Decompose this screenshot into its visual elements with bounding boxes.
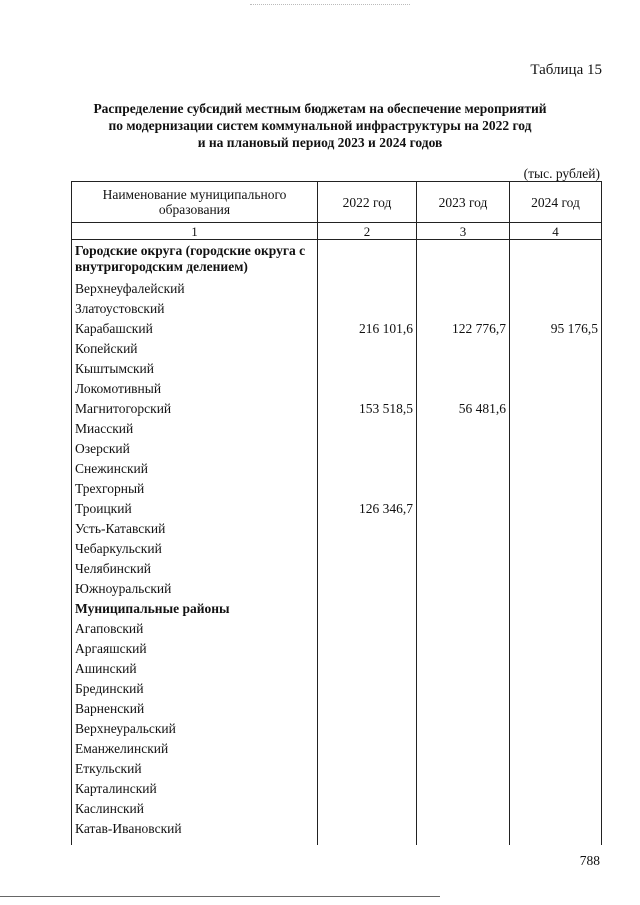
value-2023-cell [417, 379, 510, 399]
municipality-cell: Кыштымский [72, 359, 318, 379]
value-2024-cell [510, 359, 602, 379]
table-row [72, 579, 602, 599]
document-title [60, 100, 580, 151]
value-2024-cell [510, 299, 602, 319]
title-line: Распределение субсидий местным бюджетам на обеспечение мероприятий [93, 101, 547, 116]
municipality-cell: Аргаяшский [72, 639, 318, 659]
table-row [72, 359, 602, 379]
table-row [72, 699, 602, 719]
value-2022-cell [318, 539, 417, 559]
table-row [72, 739, 602, 759]
value-2023-cell [417, 739, 510, 759]
table-row [72, 619, 602, 639]
value-2023-cell [417, 579, 510, 599]
table-row [72, 279, 602, 299]
municipality-cell: Усть-Катавский [72, 519, 318, 539]
value-2022-cell [318, 779, 417, 799]
value-2024-cell [510, 399, 602, 419]
value-2024-cell [510, 739, 602, 759]
municipality-cell: Верхнеуфалейский [72, 279, 318, 299]
title-line: и на плановый период 2023 и 2024 годов [197, 135, 443, 150]
value-2023-cell: 56 481,6 [417, 399, 510, 419]
value-2023-cell [417, 499, 510, 519]
table-row [72, 339, 602, 359]
value-2022-cell [318, 439, 417, 459]
value-2022-cell [318, 559, 417, 579]
municipality-cell: Агаповский [72, 619, 318, 639]
value-2024-cell [510, 519, 602, 539]
table-row [72, 319, 602, 339]
municipality-cell: Снежинский [72, 459, 318, 479]
municipality-cell: Варненский [72, 699, 318, 719]
municipality-cell: Катав-Ивановский [72, 819, 318, 845]
municipality-cell: Озерский [72, 439, 318, 459]
value-2023-cell [417, 819, 510, 845]
table-row [72, 659, 602, 679]
table-row [72, 539, 602, 559]
value-2022-cell [318, 279, 417, 299]
table-row [72, 559, 602, 579]
value-2023-cell [417, 659, 510, 679]
column-number: 4 [510, 223, 602, 240]
table-label: Таблица 15 [530, 62, 602, 78]
table-row [72, 499, 602, 519]
value-2024-cell [510, 439, 602, 459]
table-row [72, 439, 602, 459]
table-row [72, 819, 602, 845]
value-2023-cell: 122 776,7 [417, 319, 510, 339]
municipality-cell: Миасский [72, 419, 318, 439]
value-2023-cell [417, 779, 510, 799]
municipality-cell: Ашинский [72, 659, 318, 679]
value-2022-cell [318, 699, 417, 719]
value-2024-cell [510, 240, 602, 280]
municipality-cell: Трехгорный [72, 479, 318, 499]
table-row [72, 779, 602, 799]
table-row [72, 399, 602, 419]
column-number: 1 [72, 223, 318, 240]
municipality-cell: Магнитогорский [72, 399, 318, 419]
header-2024: 2024 год [510, 182, 602, 223]
value-2022-cell [318, 599, 417, 619]
value-2022-cell [318, 299, 417, 319]
value-2023-cell [417, 339, 510, 359]
value-2024-cell [510, 339, 602, 359]
table-row [72, 799, 602, 819]
table-row [72, 719, 602, 739]
value-2024-cell: 95 176,5 [510, 319, 602, 339]
value-2024-cell [510, 699, 602, 719]
table-row [72, 519, 602, 539]
scan-artifact [250, 4, 410, 7]
units-note: (тыс. рублей) [523, 166, 600, 181]
column-number: 3 [417, 223, 510, 240]
value-2024-cell [510, 679, 602, 699]
value-2023-cell [417, 279, 510, 299]
value-2022-cell [318, 719, 417, 739]
value-2022-cell [318, 359, 417, 379]
municipality-cell: Каслинский [72, 799, 318, 819]
value-2023-cell [417, 240, 510, 280]
value-2023-cell [417, 419, 510, 439]
value-2023-cell [417, 599, 510, 619]
table-row [72, 379, 602, 399]
subsidy-table [71, 181, 602, 845]
value-2022-cell [318, 479, 417, 499]
value-2022-cell [318, 819, 417, 845]
header-2022: 2022 год [318, 182, 417, 223]
bottom-rule [0, 896, 440, 897]
value-2024-cell [510, 539, 602, 559]
value-2022-cell [318, 659, 417, 679]
value-2024-cell [510, 799, 602, 819]
value-2022-cell [318, 419, 417, 439]
municipality-cell: Городские округа (городские округа с внутригородским делением) [72, 240, 318, 280]
value-2023-cell [417, 679, 510, 699]
value-2023-cell [417, 699, 510, 719]
table-row [72, 679, 602, 699]
value-2022-cell [318, 339, 417, 359]
municipality-cell: Копейский [72, 339, 318, 359]
value-2023-cell [417, 359, 510, 379]
municipality-cell: Карабашский [72, 319, 318, 339]
value-2024-cell [510, 579, 602, 599]
municipality-cell: Карталинский [72, 779, 318, 799]
table-group-row [72, 240, 602, 280]
value-2023-cell [417, 519, 510, 539]
value-2023-cell [417, 539, 510, 559]
value-2022-cell: 126 346,7 [318, 499, 417, 519]
municipality-cell: Локомотивный [72, 379, 318, 399]
value-2024-cell [510, 599, 602, 619]
value-2024-cell [510, 619, 602, 639]
municipality-cell: Чебаркульский [72, 539, 318, 559]
value-2023-cell [417, 299, 510, 319]
value-2024-cell [510, 719, 602, 739]
page-number: 788 [579, 853, 600, 868]
value-2022-cell [318, 619, 417, 639]
table-row [72, 459, 602, 479]
value-2024-cell [510, 819, 602, 845]
value-2023-cell [417, 459, 510, 479]
value-2022-cell [318, 799, 417, 819]
value-2022-cell [318, 519, 417, 539]
value-2024-cell [510, 279, 602, 299]
value-2022-cell [318, 739, 417, 759]
table-group-row [72, 599, 602, 619]
column-number-row [72, 223, 602, 240]
value-2024-cell [510, 459, 602, 479]
value-2024-cell [510, 759, 602, 779]
municipality-cell: Муниципальные районы [72, 599, 318, 619]
value-2022-cell [318, 379, 417, 399]
table-body [72, 223, 602, 846]
value-2022-cell [318, 459, 417, 479]
header-2023: 2023 год [417, 182, 510, 223]
header-municipality: Наименование муниципального образования [72, 182, 318, 223]
value-2024-cell [510, 559, 602, 579]
value-2022-cell [318, 759, 417, 779]
table-row [72, 759, 602, 779]
value-2023-cell [417, 619, 510, 639]
value-2024-cell [510, 419, 602, 439]
value-2024-cell [510, 479, 602, 499]
table-row [72, 479, 602, 499]
municipality-cell: Златоустовский [72, 299, 318, 319]
value-2023-cell [417, 559, 510, 579]
value-2022-cell: 153 518,5 [318, 399, 417, 419]
value-2024-cell [510, 659, 602, 679]
value-2023-cell [417, 639, 510, 659]
value-2022-cell [318, 579, 417, 599]
municipality-cell: Челябинский [72, 559, 318, 579]
municipality-cell: Троицкий [72, 499, 318, 519]
value-2023-cell [417, 719, 510, 739]
value-2023-cell [417, 759, 510, 779]
title-line: по модернизации систем коммунальной инфраструктуры на 2022 год [108, 118, 532, 133]
value-2022-cell [318, 639, 417, 659]
value-2023-cell [417, 479, 510, 499]
municipality-cell: Брединский [72, 679, 318, 699]
column-number: 2 [318, 223, 417, 240]
value-2022-cell [318, 240, 417, 280]
municipality-cell: Еткульский [72, 759, 318, 779]
municipality-cell: Южноуральский [72, 579, 318, 599]
table-header-row [72, 182, 602, 223]
table-row [72, 419, 602, 439]
table-row [72, 639, 602, 659]
value-2024-cell [510, 379, 602, 399]
value-2023-cell [417, 439, 510, 459]
value-2024-cell [510, 779, 602, 799]
value-2022-cell [318, 679, 417, 699]
value-2023-cell [417, 799, 510, 819]
value-2024-cell [510, 639, 602, 659]
municipality-cell: Верхнеуральский [72, 719, 318, 739]
table-row [72, 299, 602, 319]
municipality-cell: Еманжелинский [72, 739, 318, 759]
value-2022-cell: 216 101,6 [318, 319, 417, 339]
value-2024-cell [510, 499, 602, 519]
